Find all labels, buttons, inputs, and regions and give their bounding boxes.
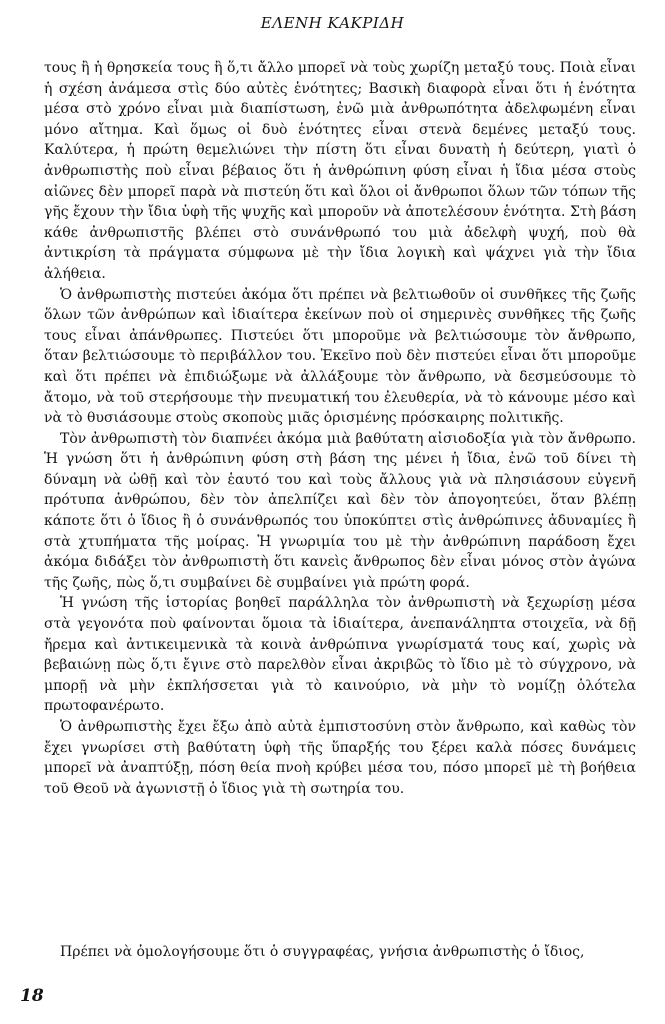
closing-line: Πρέπει νὰ ὁμολογήσουμε ὅτι ὁ συγγραφέας, γνήσια ἀνθρωπιστὴς ὁ ἴδιος, [60, 944, 585, 960]
paragraph: Ὁ ἀνθρωπιστὴς πιστεύει ἀκόμα ὅτι πρέπει νὰ βελτιωθοῦν οἱ συνθῆκες τῆς ζωῆς ὅλων τῶν ἀνθρώπων καὶ ἰδιαίτερα ἐκείνων ποὺ οἱ σημερινὲς συνθῆκες τῆς ζωῆς τους εἶναι ἀπάνθρωπες. Πιστεύει ὅτι μποροῦμε νὰ βελτιώσουμε τὸν ἄνθρωπο, ὅταν βελτιώσουμε τὸ περιβάλλον του. Ἐκεῖνο ποὺ δὲν πιστεύει εἶναι ὅτι μποροῦμε καὶ ὅτι πρέπει νὰ ἐπιδιώξωμε νὰ ἀλλάξουμε τὸν ἄνθρωπο, νὰ δεσμεύσουμε τὸ ἄτομο, νὰ τοῦ στερήσουμε τὴν πνευματική του ἐλευθερία, νὰ τὸ κάνουμε μέσο καὶ νὰ τὸ θυσιάσουμε στοὺς σκοποὺς μιᾶς ὁρισμένης πρόσκαιρης πολιτικῆς. [44, 286, 636, 427]
main-text [44, 58, 636, 799]
paragraph: Ἡ γνώση τῆς ἱστορίας βοηθεῖ παράλληλα τὸν ἀνθρωπιστὴ νὰ ξεχωρίσῃ μέσα στὰ γεγονότα ποὺ φαίνονται ὅμοια τὰ ἰδιαίτερα, ἀνεπανάληπτα στοιχεῖα, νὰ δῇ ἤρεμα καὶ ἀντικειμενικὰ τὰ κοινὰ ἀνθρώπινα γνωρίσματά τους καί, χωρὶς νὰ βεβαιώνῃ πὼς ὅ,τι ἔγινε στὸ παρελθὸν εἶναι ἀκριβῶς τὸ ἴδιο μὲ τὸ σύγχρονο, νὰ μπορῇ νὰ μὴν ἐκπλήσσεται γιὰ τὸ καινούριο, νὰ μὴν τὸ νομίζῃ ὁλότελα πρωτοφανέρωτο. [44, 595, 636, 715]
paragraph: Ὁ ἀνθρωπιστὴς ἔχει ἔξω ἀπὸ αὐτὰ ἐμπιστοσύνη στὸν ἄνθρωπο, καὶ καθὼς τὸν ἔχει γνωρίσει στὴ βαθύτατη ὑφὴ τῆς ὕπαρξής του ξέρει καλὰ πόσες δυνάμεις μπορεῖ νὰ ἀναπτύξῃ, πόση θεία πνοὴ κρύβει μέσα του, πόσο μπορεῖ μὲ τὴ βοήθεια τοῦ Θεοῦ νὰ ἀγωνιστῇ ὁ ἴδιος γιὰ τὴ σωτηρία του. [44, 719, 636, 797]
page-number: 18 [20, 986, 44, 1006]
paragraph: τους ἢ ἡ θρησκεία τους ἢ ὅ,τι ἄλλο μπορεῖ νὰ τοὺς χωρίζη μεταξύ τους. Ποιὰ εἶναι ἡ σχέση ἀνάμεσα στὶς δύο αὐτὲς ἑνότητες; Βασικὴ διαφορὰ εἶναι ὅτι ἡ ἑνότητα μέσα στὸ χρόνο εἶναι μιὰ διαπίστωση, ἐνῶ μιὰ ἀνθρωπότητα ἀδελφωμένη εἶναι μόνο αἴτημα. Καὶ ὅμως οἱ δυὸ ἑνότητες εἶναι στενὰ δεμένες μεταξύ τους. Καλύτερα, ἡ πρώτη θεμελιώνει τὴν πίστη ὅτι εἶναι δυνατὴ ἡ δεύτερη, γιατὶ ὁ ἀνθρωπιστὴς ποὺ εἶναι βέβαιος ὅτι ἡ ἀνθρώπινη φύση εἶναι ἡ ἴδια μέσα στοὺς αἰῶνες δὲν μπορεῖ παρὰ νὰ πιστεύη ὅτι καὶ ὅλοι οἱ ἄνθρωποι ὅλων τῶν τόπων τῆς γῆς ἔχουν τὴν ἴδια ὑφὴ τῆς ψυχῆς καὶ μποροῦν νὰ ἀποτελέσουν ἑνότητα. Στὴ βάση κάθε ἀνθρωπιστῆς βλέπει στὸ συνάνθρωπό του μιὰ ἀδελφὴ ψυχή, ποὺ θὰ ἀντικρίση τὰ πράγματα σύμφωνα μὲ τὴν ἴδια λογικὴ καὶ ψάχνει γιὰ τὴν ἴδια ἀλήθεια. [44, 60, 636, 282]
paragraph: Τὸν ἀνθρωπιστὴ τὸν διαπνέει ἀκόμα μιὰ βαθύτατη αἰσιοδοξία γιὰ τὸν ἄνθρωπο. Ἡ γνώση ὅτι ἡ ἀνθρώπινη φύση στὴ βάση της μένει ἡ ἴδια, ἐνῶ τοῦ δίνει τὴ δύναμη νὰ ὠθῇ καὶ τὸν ἑαυτό του καὶ τοὺς ἄλλους γιὰ νὰ πλησιάσουν εὐγενῆ πρότυπα ἀνθρώπου, δὲν τὸν ἀπελπίζει καὶ δὲν τὸν ἀπογοητεύει, ὅταν βλέπῃ κάποτε ὅτι ὁ ἴδιος ἢ ὁ συνάνθρωπός του ὑποκύπτει στὶς ἀνθρώπινες ἀδυναμίες ἢ στὰ χτυπήματα τῆς μοίρας. Ἡ γνωριμία του μὲ τὴν ἀνθρώπινη παράδοση ἔχει ἀκόμα διδάξει τὸν ἀνθρωπιστὴ ὅτι κανεὶς ἄνθρωπος δὲν εἶναι μόνος στὸν ἀγώνα τῆς ζωῆς, πὼς ὅ,τι συμβαίνει δὲ συμβαίνει γιὰ πρώτη φορά. [44, 430, 636, 591]
running-title: ΕΛΕΝΗ ΚΑΚΡΙΔΗ [260, 14, 405, 32]
